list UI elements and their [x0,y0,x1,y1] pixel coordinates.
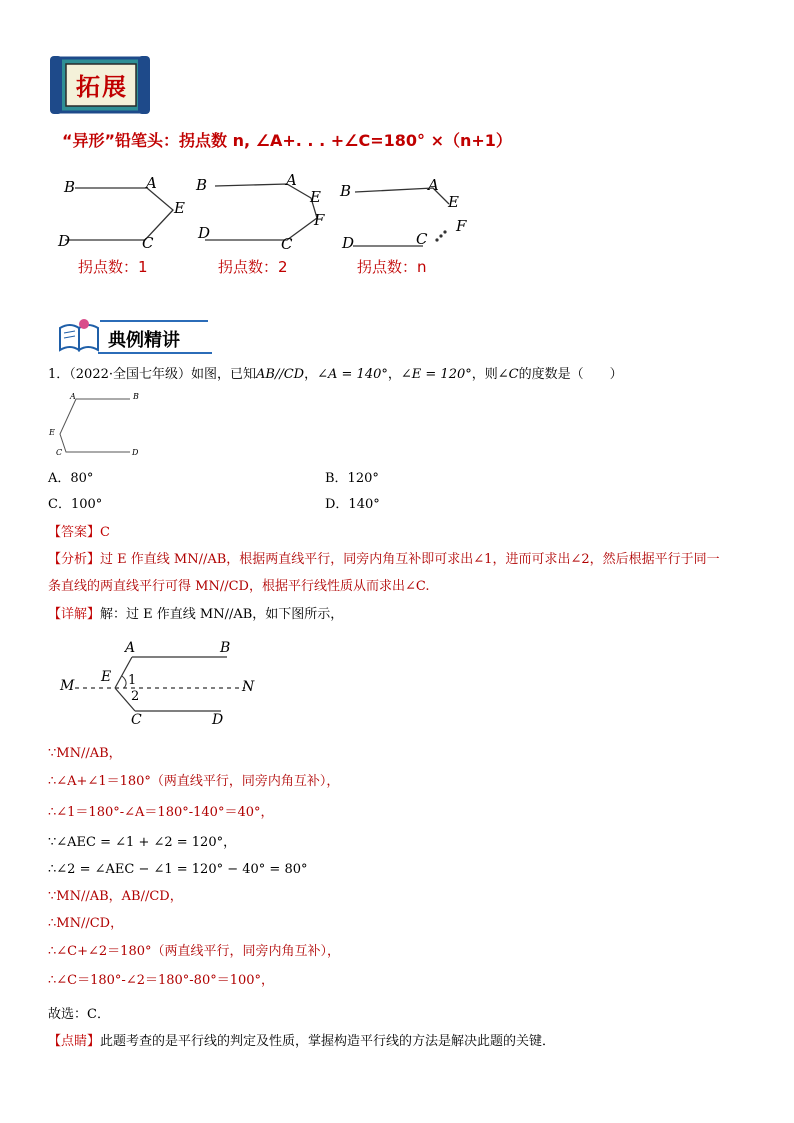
small-fig-label-a: A [70,392,76,401]
expand-banner [50,54,150,116]
fig2-label-a: A [286,171,297,189]
detail-intro: 解：过 E 作直线 MN//AB，如下图所示， [100,607,344,622]
small-fig-label-b: B [133,392,139,401]
detail-intro-line [48,606,343,624]
fig2-label-e: E [310,188,321,206]
problem-number: 1． [48,367,70,382]
caption-2: 拐点数：2 [218,258,288,276]
small-fig-label-e: E [49,428,55,437]
answer-value: C [100,525,110,540]
detail-label-b: B [220,640,231,656]
section-header [58,318,218,358]
answer-line [48,524,110,542]
fig1-label-d: D [58,232,71,250]
fig2-label-c: C [281,235,293,253]
comment-tag: 【点睛】 [48,1034,101,1049]
detail-label-e: E [101,669,112,685]
stem-text-d: ，则 [471,367,498,382]
conclusion: 故选：C． [48,1007,110,1022]
fig2-polyline [205,184,317,240]
stem-ab: AB//CD [256,367,305,382]
step-7: ∴MN//CD， [48,916,124,931]
answer-tag: 【答案】 [48,525,101,540]
fig1-polyline [65,188,173,240]
option-d: D．140° [325,497,380,512]
detail-label-m: M [60,678,75,694]
fig1-label-c: C [142,234,154,252]
fig2-label-b: B [196,176,208,194]
step-9: ∴∠C＝180°-∠2＝180°-80°＝100°， [48,973,275,988]
problem-source: （2022·全国七年级） [69,367,191,382]
small-fig-label-d: D [132,448,139,457]
fig3-label-e: E [448,193,459,211]
fig3-label-f: F [456,217,467,235]
detail-label-d: D [212,712,224,728]
analysis-tag: 【分析】 [48,552,101,567]
step-1: ∵MN//AB， [48,746,122,761]
fig2-label-f: F [314,211,325,229]
banner-label: 拓展 [76,72,128,101]
section-title: 典例精讲 [108,330,180,351]
step-4: ∵∠AEC = ∠1 + ∠2 = 120°， [48,835,237,850]
fig3-label-a: A [428,176,439,194]
option-b: B．120° [325,471,379,486]
stem-angle-e: ∠E = 120° [400,367,472,382]
small-fig-label-c: C [56,448,63,457]
stem-angle-a: ∠A = 140° [317,367,388,382]
step-2: ∴∠A+∠1＝180°（两直线平行，同旁内角互补）， [48,774,340,789]
analysis-line-1 [48,551,720,569]
expand-formula: “异形”铅笔头：拐点数 n, ∠A+. . . +∠C=180° ×（n+1） [62,131,512,150]
detail-tag: 【详解】 [48,607,101,622]
caption-n: 拐点数：n [357,258,427,276]
stem-text-b: ， [304,367,318,382]
detail-label-n: N [242,679,255,695]
detail-label-1: 1 [128,673,137,688]
fig3-label-c: C [416,230,428,248]
step-8: ∴∠C+∠2＝180°（两直线平行，同旁内角互补）， [48,944,340,959]
comment-line [48,1033,555,1051]
fig3-label-d: D [342,234,355,252]
stem-text-e: 的度数是（ ） [518,367,623,382]
book-icon [58,318,102,354]
comment-text: 此题考查的是平行线的判定及性质，掌握构造平行线的方法是解决此题的关键． [100,1034,556,1049]
stem-angle-c: ∠C [497,367,519,382]
fig1-label-b: B [64,178,76,196]
fig3-label-b: B [340,182,352,200]
step-3: ∴∠1＝180°-∠A＝180°-140°＝40°， [48,805,274,820]
option-c: C．100° [48,497,103,512]
caption-1: 拐点数：1 [78,258,148,276]
detail-label-a: A [125,640,136,656]
fig1-label-e: E [174,199,185,217]
fig1-label-a: A [146,174,157,192]
detail-label-2: 2 [131,689,140,704]
detail-label-c: C [131,712,142,728]
analysis-text-1: 过 E 作直线 MN//AB，根据两直线平行，同旁内角互补即可求出∠1，进而可求出∠2，然后根据平行于同一 [100,552,720,567]
step-5: ∴∠2 = ∠AEC − ∠1 = 120° − 40° = 80° [48,862,308,877]
problem-stem [48,366,623,384]
stem-text-c: ， [387,367,401,382]
stem-text-a: 如图，已知 [191,367,257,382]
option-a: A．80° [48,471,94,486]
fig2-label-d: D [198,224,211,242]
step-6: ∵MN//AB，AB//CD， [48,889,183,904]
analysis-line-2: 条直线的两直线平行可得 MN//CD，根据平行线性质从而求出∠C. [48,579,430,594]
